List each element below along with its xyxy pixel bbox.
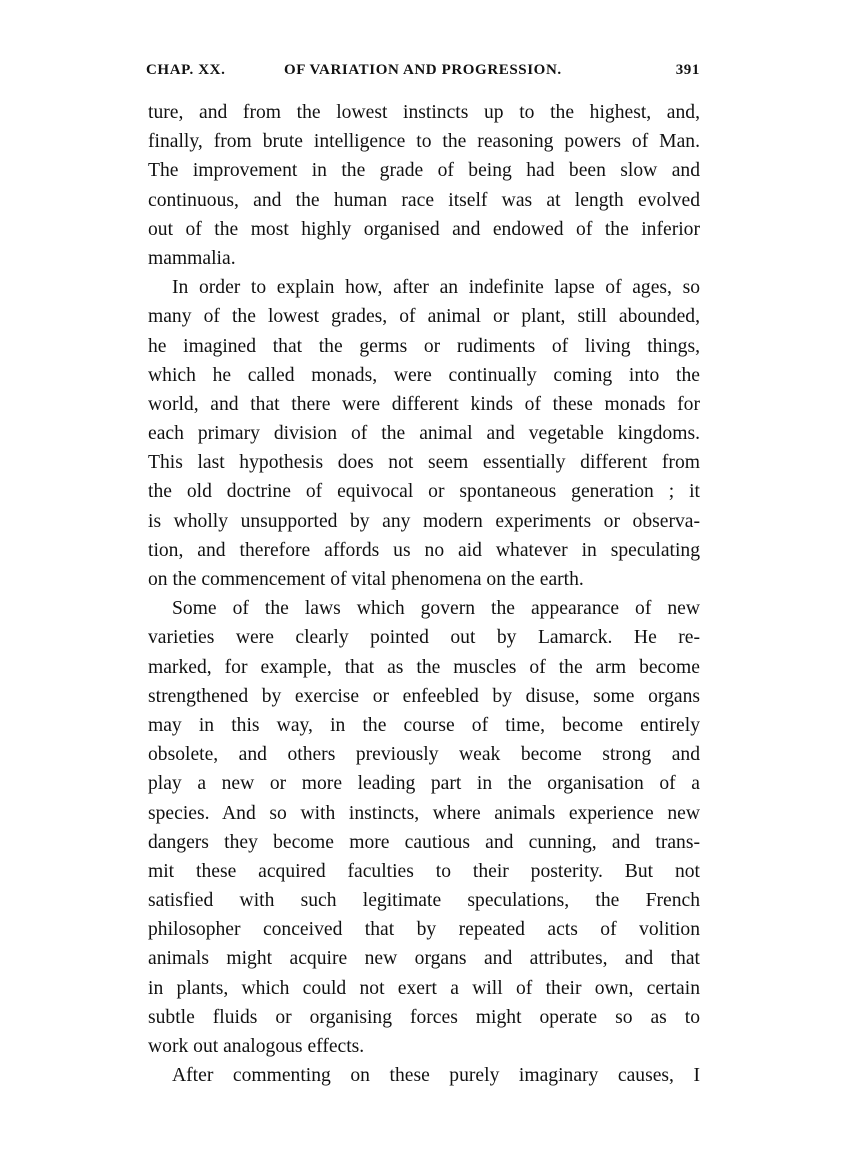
text-line: continuous, and the human race itself was at length evolved [148,189,700,211]
text-line: which he called monads, were continually coming into the [148,364,700,386]
text-line: dangers they become more cautious and cunning, and trans- [148,831,700,853]
text-line: may in this way, in the course of time, become entirely [148,714,700,736]
text-line: play a new or more leading part in the organisation of a [148,773,700,795]
text-line: species. And so with instincts, where animals experience new [148,802,700,824]
text-line: each primary division of the animal and vegetable kingdoms. [148,423,700,445]
text-line: tion, and therefore affords us no aid whatever in speculating [148,539,700,561]
text-line: many of the lowest grades, of animal or plant, still abounded, [148,306,700,328]
text-line: The improvement in the grade of being had been slow and [148,160,700,182]
text-line: Some of the laws which govern the appearance of new [172,598,700,620]
text-line: animals might acquire new organs and attributes, and that [148,948,700,970]
text-line: is wholly unsupported by any modern experiments or observa- [148,510,700,532]
running-header [146,62,700,84]
text-line: marked, for example, that as the muscles of the arm become [148,656,700,678]
text-line: ture, and from the lowest instincts up to the highest, and, [148,102,700,123]
text-line: he imagined that the germs or rudiments of living things, [148,335,700,357]
page-number: 391 [675,62,700,78]
text-line: mammalia. [148,247,236,269]
text-line: out of the most highly organised and endowed of the inferior [148,218,700,240]
text-line: philosopher conceived that by repeated acts of volition [148,919,700,941]
text-line: on the commencement of vital phenomena on the earth. [148,569,584,590]
text-line: world, and that there were different kinds of these monads for [148,393,700,415]
text-line: obsolete, and others previously weak become strong and [148,744,700,766]
text-line: finally, from brute intelligence to the reasoning powers of Man. [148,131,700,153]
text-line: varieties were clearly pointed out by Lamarck. He re- [148,627,700,649]
text-line: mit these acquired faculties to their posterity. But not [148,860,700,882]
running-title: OF VARIATION AND PROGRESSION. [284,62,562,78]
text-line: In order to explain how, after an indefinite lapse of ages, so [172,277,700,299]
text-line: This last hypothesis does not seem essentially different from [148,452,700,474]
text-line: subtle fluids or organising forces might operate so as to [148,1006,700,1028]
text-line: satisfied with such legitimate speculations, the French [148,890,700,912]
body-text [148,98,700,1090]
text-line: the old doctrine of equivocal or spontaneous generation ; it [148,481,700,503]
text-line: After commenting on these purely imaginary causes, I [172,1065,700,1087]
chapter-label: CHAP. XX. [146,62,226,78]
text-line: work out analogous effects. [148,1036,365,1057]
text-line: in plants, which could not exert a will of their own, certain [148,977,700,999]
text-line: strengthened by exercise or enfeebled by disuse, some organs [148,685,700,707]
